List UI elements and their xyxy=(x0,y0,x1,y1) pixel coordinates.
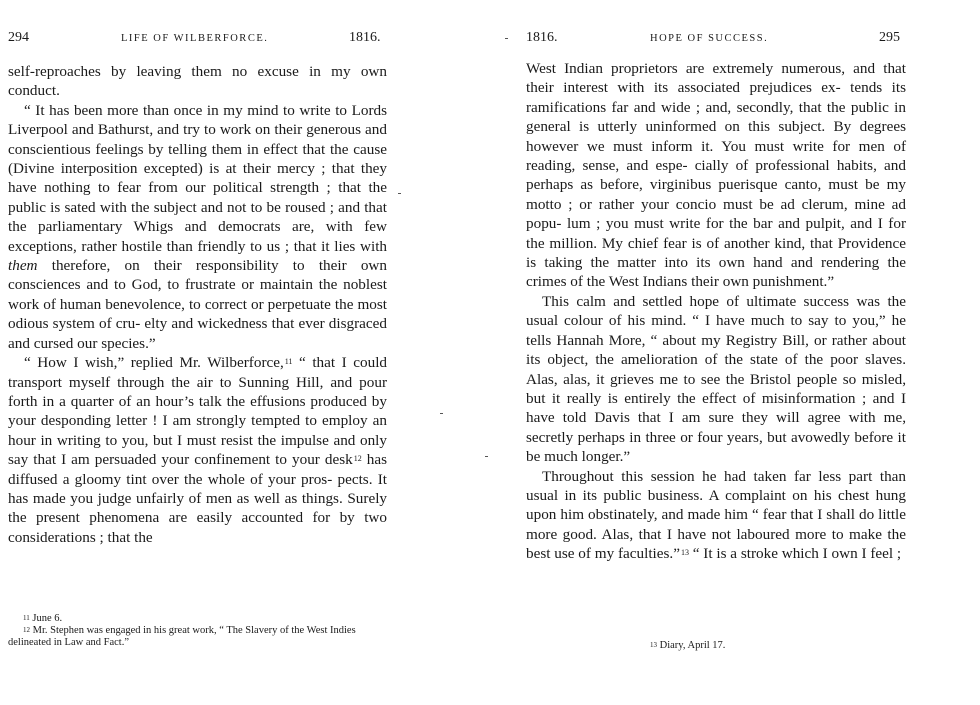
footnote xyxy=(535,640,915,652)
text-line: elty and wickedness that ever disgraced and cursed xyxy=(8,315,387,352)
footnote-ref: 11 xyxy=(284,357,293,367)
text-fragment: I am persuaded your confinement to your desk xyxy=(61,451,353,469)
text-line: Throughout this session he had taken far less part xyxy=(542,467,873,485)
footnote-mark: 13 xyxy=(650,641,657,649)
paragraph xyxy=(526,59,906,292)
text-line: them in effect that the cause (Divine interposition xyxy=(8,140,387,178)
text-line: well as things. Surely the present phenomena are xyxy=(8,489,388,527)
text-line: virginibus puerisque canto, must be my motto ; or xyxy=(526,176,906,213)
left-page-body xyxy=(8,62,387,547)
footnote xyxy=(8,625,388,649)
print-speck xyxy=(440,413,443,414)
text-line: the million. My chief fear is of another kind, that xyxy=(526,234,833,252)
footnote-ref: 12 xyxy=(353,454,362,464)
right-header-year: 1816. xyxy=(526,30,558,45)
text-line: self-reproaches by leaving them no excuse in my own xyxy=(8,63,387,80)
text-line: lum ; you must write for the bar and pulpit, and I for xyxy=(566,215,906,233)
text-line: Davis that I am sure they will agree with me, secretly xyxy=(526,409,907,446)
paragraph xyxy=(526,292,906,467)
right-page-header xyxy=(490,30,980,50)
text-line: West Indian proprietors are extremely numerous, and xyxy=(526,60,876,77)
text-line: pects. It has made you judge unfairly of men as xyxy=(8,470,388,507)
text-line: Bill, or rather about its object, the amelioration of xyxy=(526,331,907,369)
text-line: be much longer.” xyxy=(526,448,631,466)
text-line xyxy=(618,545,901,562)
footnote-text: Diary, April 17. xyxy=(659,640,726,651)
footnote-ref: 13 xyxy=(680,548,689,558)
text-line: effusions produced by your desponding letter ! I am xyxy=(8,392,387,430)
left-page-header xyxy=(0,30,490,50)
text-line: excepted) is at their mercy ; that they have nothing xyxy=(8,160,387,197)
text-line: Providence is taking the matter into its own hand xyxy=(526,234,907,272)
text-line: exceptions, rather hostile than friendly to us ; that it xyxy=(8,237,330,255)
text-line: strongly tempted to employ an hour in writing to xyxy=(8,412,387,449)
footnote xyxy=(8,613,388,625)
paragraph xyxy=(8,101,387,353)
text-fragment: therefore, on their responsibility to xyxy=(37,257,305,275)
footnote-text: June 6. xyxy=(32,613,63,624)
text-line: you, but I must resist the impulse and only say that xyxy=(8,431,387,469)
text-fragment: lies with xyxy=(334,237,388,255)
text-line xyxy=(24,354,335,371)
text-line: chest hung upon him obstinately, and made him xyxy=(526,486,906,524)
text-fragment: “ that xyxy=(292,354,336,372)
text-line: maintain the noblest work of human benevolence, to xyxy=(8,276,387,313)
right-page xyxy=(490,0,980,705)
text-line: tends its ramifications far and wide ; and, secondly, xyxy=(526,79,906,116)
paragraph xyxy=(8,353,387,547)
text-line: that the public in general is utterly uninformed on xyxy=(526,98,906,136)
print-speck xyxy=(398,193,401,194)
text-line: that their interest with its associated prejudices ex- xyxy=(526,60,907,97)
footnote-mark: 11 xyxy=(23,614,30,622)
left-header-year: 1816. xyxy=(349,30,381,45)
text-fragment: has xyxy=(361,451,387,469)
right-running-title: HOPE OF SUCCESS. xyxy=(650,33,769,44)
text-line: than usual in its public business. A complaint on his xyxy=(526,467,906,504)
text-line: sated with the subject and not to be roused ; and that xyxy=(64,198,387,216)
paragraph xyxy=(526,467,906,564)
text-line: conduct. xyxy=(8,82,60,100)
text-line: “ It has been more than once in my mind to write xyxy=(24,101,331,119)
text-line: and rendering the crimes of the West Indians their xyxy=(526,254,907,291)
text-line: Hill, and pour forth in a quarter of an hour’s talk the xyxy=(8,373,387,410)
paragraph xyxy=(8,62,387,101)
text-line: cially of professional habits, and perhaps as before, xyxy=(526,157,906,194)
text-line: own punishment.” xyxy=(722,273,835,291)
text-line: rather your concio must be ad clerum, mine ad popu- xyxy=(526,195,907,233)
right-footnotes xyxy=(535,640,915,652)
text-line: the state of the poor slaves. Alas, alas, it grieves xyxy=(526,351,906,388)
print-speck xyxy=(505,38,508,39)
text-line: correct or perpetuate the most odious system of cru- xyxy=(8,295,388,333)
italic-emphasis: them xyxy=(8,257,38,275)
text-line: This calm and settled hope of ultimate success was xyxy=(542,292,881,310)
text-line: “ fear that I shall do little more good. Alas, that I xyxy=(526,506,907,543)
text-line: me to see the Bristol people so misled, but it really is xyxy=(526,370,907,407)
left-footnotes xyxy=(8,613,388,649)
text-line: to fear from our political strength ; that the public is xyxy=(8,179,388,216)
text-line: I could transport myself through the air to Sunning xyxy=(8,354,388,391)
text-line: this subject. By degrees however we must inform it. xyxy=(526,118,906,155)
text-line: perhaps in three or four years, but avowedly before it xyxy=(577,428,906,446)
right-page-number: 295 xyxy=(879,30,900,45)
text-line xyxy=(61,451,387,468)
text-line: have not laboured more to make the best use of my xyxy=(526,525,906,563)
text-line: the parliamentary Whigs and democrats are, with few xyxy=(8,218,387,236)
text-line: diffused a gloomy tint over the whole of your pros- xyxy=(8,470,333,488)
text-line: their own consciences and to God, to frustrate or xyxy=(8,257,387,294)
text-line: entirely the effect of misinformation ; and I have told xyxy=(526,389,907,427)
footnote-text: Mr. Stephen was engaged in his great work, “ The Slavery of the West Indies delineated in Law and Fact.” xyxy=(8,625,356,648)
right-page-body xyxy=(526,59,906,564)
text-line: to Lords Liverpool and Bathurst, and try to work on xyxy=(8,101,388,139)
text-line: the usual colour of his mind. “ I have much to say xyxy=(526,292,906,330)
text-line: their generous and conscientious feelings by telling xyxy=(8,121,387,158)
left-running-title: LIFE OF WILBERFORCE. xyxy=(121,33,269,44)
text-fragment: “ How I wish,” replied Mr. Wilberforce, xyxy=(24,354,284,372)
left-page-number: 294 xyxy=(8,30,29,45)
text-line: our species.” xyxy=(77,334,156,352)
text-line: easily accounted for by two considerations ; that the xyxy=(8,509,387,546)
text-line: to you,” he tells Hannah More, “ about my Registry xyxy=(526,312,906,349)
footnote-mark: 12 xyxy=(23,626,30,634)
print-speck xyxy=(485,456,488,457)
text-line: You must write for men of reading, sense, and espe- xyxy=(526,137,907,175)
text-fragment: faculties.” xyxy=(617,545,680,563)
text-fragment: “ It is a stroke which I own I feel ; xyxy=(688,545,902,563)
